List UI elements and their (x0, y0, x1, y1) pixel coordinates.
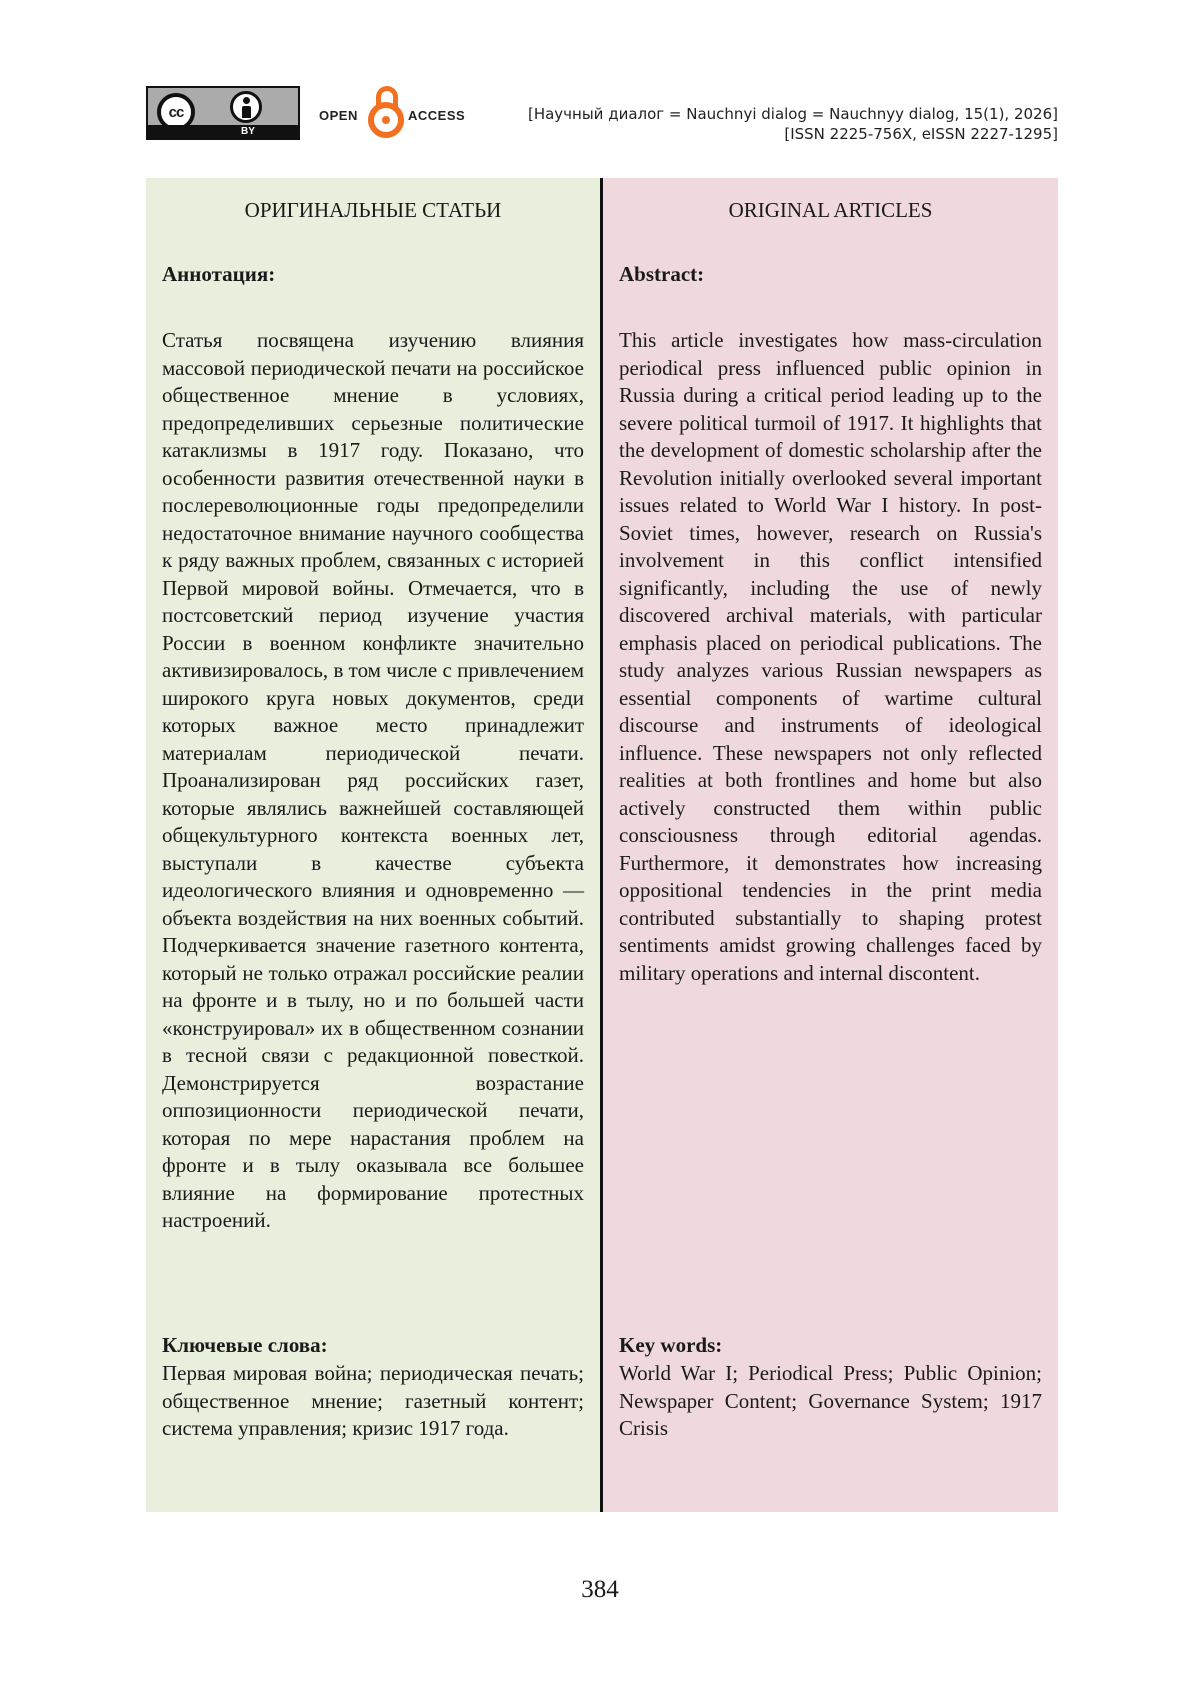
keywords-label-en: Key words: (619, 1333, 723, 1357)
page-number: 384 (581, 1576, 619, 1603)
abstract-label-en: Abstract: (619, 262, 705, 286)
keywords-text-ru: Первая мировая война; периодическая печать; общественное мнение; газетный контент; система управления; кризис 1917 года. (162, 1361, 584, 1440)
section-title-ru: ОРИГИНАЛЬНЫЕ СТАТЬИ (244, 198, 502, 222)
open-access-label-left: OPEN (319, 108, 358, 123)
cc-icon: cc (157, 93, 195, 131)
open-access-label-right: ACCESS (408, 108, 466, 123)
english-column (603, 178, 1058, 1512)
russian-column (146, 178, 600, 1512)
journal-issn: [ISSN 2225-756X, eISSN 2227-1295] (784, 125, 1058, 143)
bilingual-abstract-table (146, 178, 1058, 1512)
abstract-text-ru: Статья посвящена изучению влияния массовой периодической печати на российское общественное мнение в условиях, предопределивших серьезные политические катаклизмы в 1917 году. Показано, что особенности развития отечественной науки в послереволюционные годы предопределили недостаточное внимание научного сообщества к ряду важных проблем, связанных с историей Первой мировой войны. Отмечается, что в постсоветский период изучение участия России в военном конфликте значительно активизировалось, в том числе с привлечением широкого круга новых документов, среди которых важное место принадлежит материалам периодической печати. Проанализирован ряд российских газет, которые являлись важнейшей составляющей общекультурного контекста военных лет, выступали в качестве субъекта идеологического влияния и одновременно — объекта воздействия на них военных событий. Подчеркивается значение газетного контента, который не только отражал российские реалии на фронте и в тылу, но и по большей части «конструировал» их в общественном сознании в тесной связи с редакционной повесткой. Демонстрируется возрастание оппозиционности периодической печати, которая по мере нарастания проблем на фронте и в тылу оказывала все большее влияние на формирование протестных настроений. (162, 328, 584, 1232)
keywords-text-en: World War I; Periodical Press; Public Opinion; Newspaper Content; Governance System; 1917 Crisis (619, 1361, 1042, 1440)
cc-by-license-badge[interactable] (146, 86, 300, 140)
abstract-label-ru: Аннотация: (162, 262, 276, 286)
journal-citation-block (528, 104, 1058, 144)
attribution-icon (230, 91, 262, 123)
by-label: BY (241, 126, 255, 137)
open-access-logo[interactable] (316, 86, 476, 142)
journal-citation: [Научный диалог = Nauchnyi dialog = Nauchnyy dialog, 15(1), 2026] (527, 105, 1058, 123)
keywords-label-ru: Ключевые слова: (162, 1333, 328, 1357)
abstract-text-en: This article investigates how mass-circulation periodical press influenced public opinion in Russia during a critical period leading up to the severe political turmoil of 1917. It highlights that the development of domestic scholarship after the Revolution initially overlooked several important issues related to World War I history. In post-Soviet times, however, research on Russia's involvement in this conflict intensified significantly, including the use of newly discovered archival materials, with particular emphasis placed on periodical publications. The study analyzes various Russian newspapers as essential components of wartime cultural discourse and instruments of ideological influence. These newspapers not only reflected realities at both frontlines and home but also actively constructed them within public consciousness through editorial agendas. Furthermore, it demonstrates how increasing oppositional tendencies in the print media contributed substantially to shaping protest sentiments amidst growing challenges faced by military operations and internal discontent. (619, 328, 1042, 985)
section-title-en: ORIGINAL ARTICLES (728, 198, 933, 222)
page-header (146, 86, 1058, 146)
